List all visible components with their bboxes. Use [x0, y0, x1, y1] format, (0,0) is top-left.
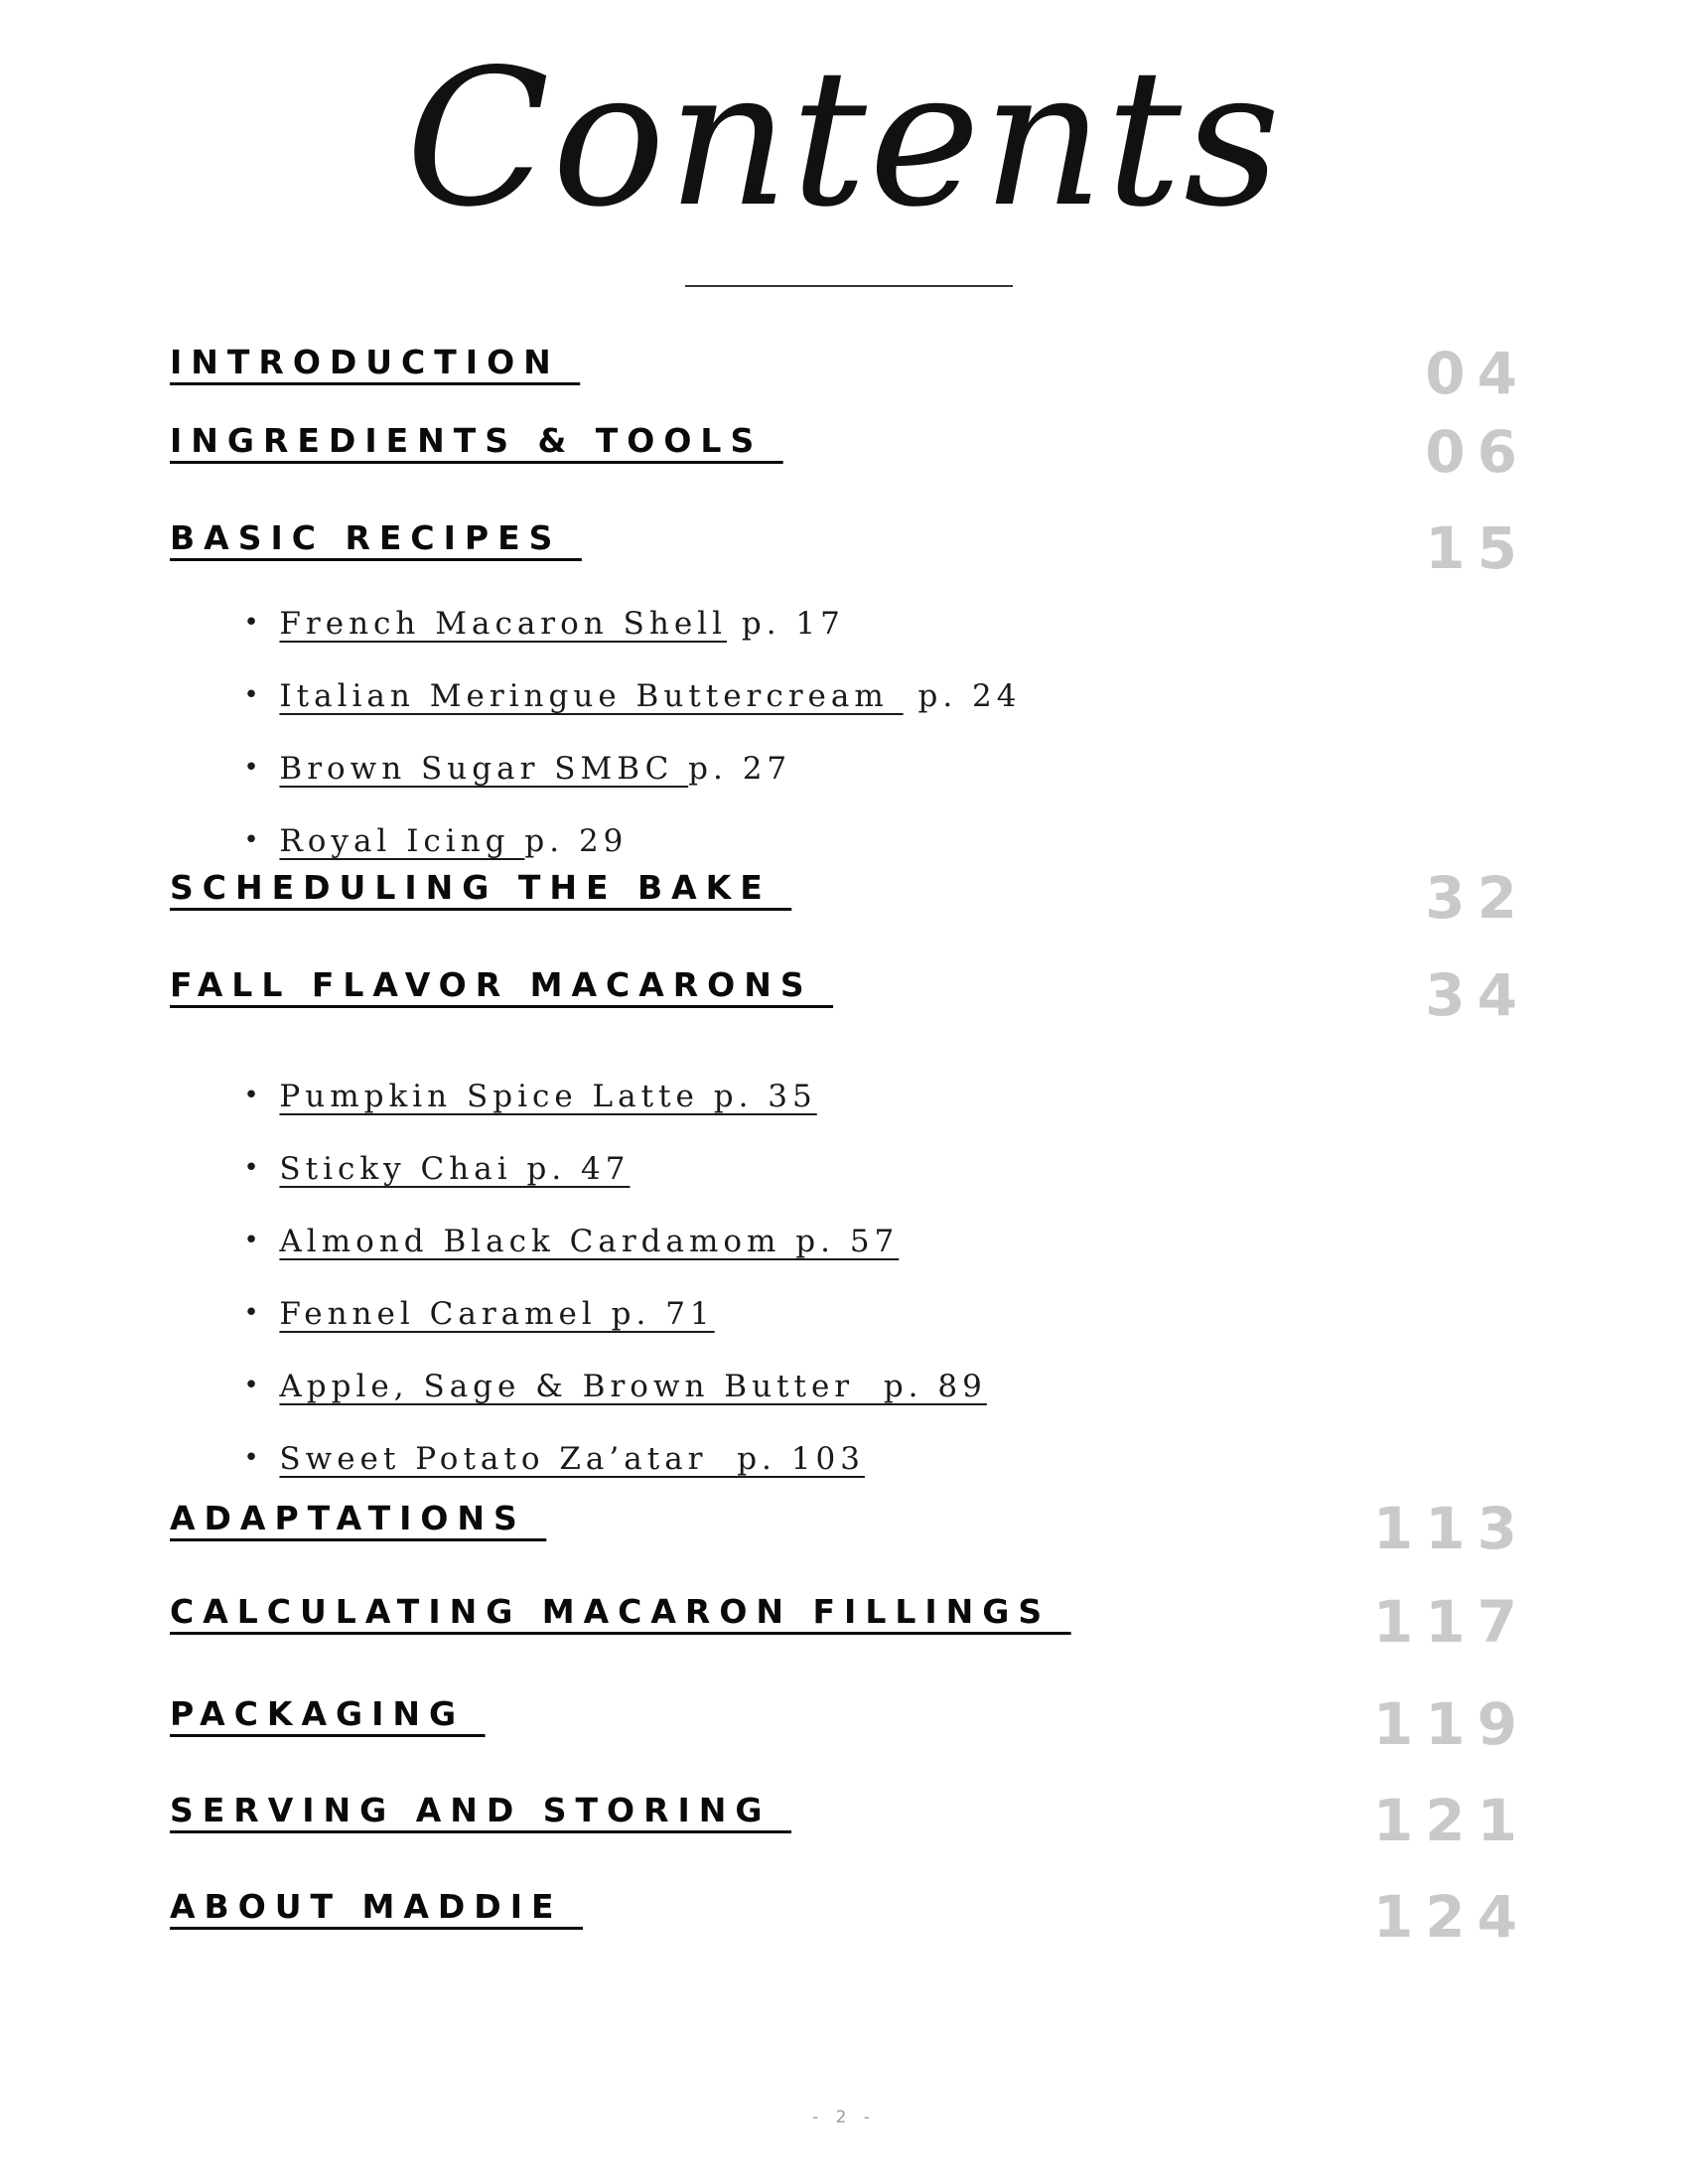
flavor-title[interactable]: Apple, Sage & Brown Butter p. 89: [279, 1369, 987, 1404]
section-scheduling-the-bake-page: 32: [1425, 864, 1529, 932]
recipe-title[interactable]: Italian Meringue Buttercream: [279, 678, 904, 714]
section-serving-and-storing-page: 121: [1372, 1787, 1529, 1854]
section-introduction[interactable]: INTRODUCTION: [170, 343, 581, 381]
flavor-title[interactable]: Almond Black Cardamom p. 57: [279, 1224, 900, 1259]
section-scheduling-the-bake[interactable]: SCHEDULING THE BAKE: [170, 868, 792, 907]
flavor-title[interactable]: Pumpkin Spice Latte p. 35: [279, 1079, 817, 1114]
flavor-title[interactable]: Sticky Chai p. 47: [279, 1151, 631, 1187]
recipe-title[interactable]: French Macaron Shell: [279, 606, 727, 642]
bullet-icon: •: [243, 1153, 264, 1183]
section-fall-flavor-macarons-page: 34: [1425, 961, 1529, 1029]
section-about-maddie-page: 124: [1372, 1883, 1529, 1951]
bullet-icon: •: [243, 1371, 264, 1400]
page-number-footer: - 2 -: [812, 2108, 876, 2127]
section-fall-flavor-macarons[interactable]: FALL FLAVOR MACARONS: [170, 965, 834, 1004]
section-ingredients-tools-page: 06: [1425, 418, 1529, 486]
bullet-icon: •: [243, 1226, 264, 1255]
section-ingredients-tools[interactable]: INGREDIENTS & TOOLS: [170, 421, 783, 460]
bullet-icon: •: [243, 1081, 264, 1110]
flavor-title[interactable]: Sweet Potato Za’atar p. 103: [279, 1441, 865, 1477]
title-divider: [685, 285, 1013, 287]
section-calculating-macaron-fillings[interactable]: CALCULATING MACARON FILLINGS: [170, 1592, 1071, 1631]
bullet-icon: •: [243, 608, 264, 638]
section-basic-recipes[interactable]: BASIC RECIPES: [170, 518, 582, 557]
list-item[interactable]: [185, 1405, 865, 1513]
section-about-maddie[interactable]: ABOUT MADDIE: [170, 1887, 584, 1926]
bullet-icon: •: [243, 1298, 264, 1328]
section-adaptations-page: 113: [1372, 1495, 1529, 1562]
flavor-title[interactable]: Fennel Caramel p. 71: [279, 1296, 715, 1332]
bullet-icon: •: [243, 753, 264, 783]
recipe-title[interactable]: Brown Sugar SMBC: [279, 751, 689, 787]
bullet-icon: •: [243, 1443, 264, 1473]
recipe-page: p. 24: [903, 678, 1022, 714]
bullet-icon: •: [243, 680, 264, 710]
page-title: Contents: [405, 29, 1283, 248]
recipe-title[interactable]: Royal Icing: [279, 823, 525, 859]
section-packaging-page: 119: [1372, 1690, 1529, 1758]
recipe-page: p. 29: [524, 823, 629, 859]
section-calculating-macaron-fillings-page: 117: [1372, 1588, 1529, 1656]
section-adaptations[interactable]: ADAPTATIONS: [170, 1499, 547, 1537]
recipe-page: p. 27: [688, 751, 792, 787]
bullet-icon: •: [243, 825, 264, 855]
section-basic-recipes-page: 15: [1425, 514, 1529, 582]
section-serving-and-storing[interactable]: SERVING AND STORING: [170, 1791, 791, 1829]
section-introduction-page: 04: [1425, 340, 1529, 407]
recipe-page: p. 17: [727, 606, 845, 642]
section-packaging[interactable]: PACKAGING: [170, 1694, 486, 1733]
